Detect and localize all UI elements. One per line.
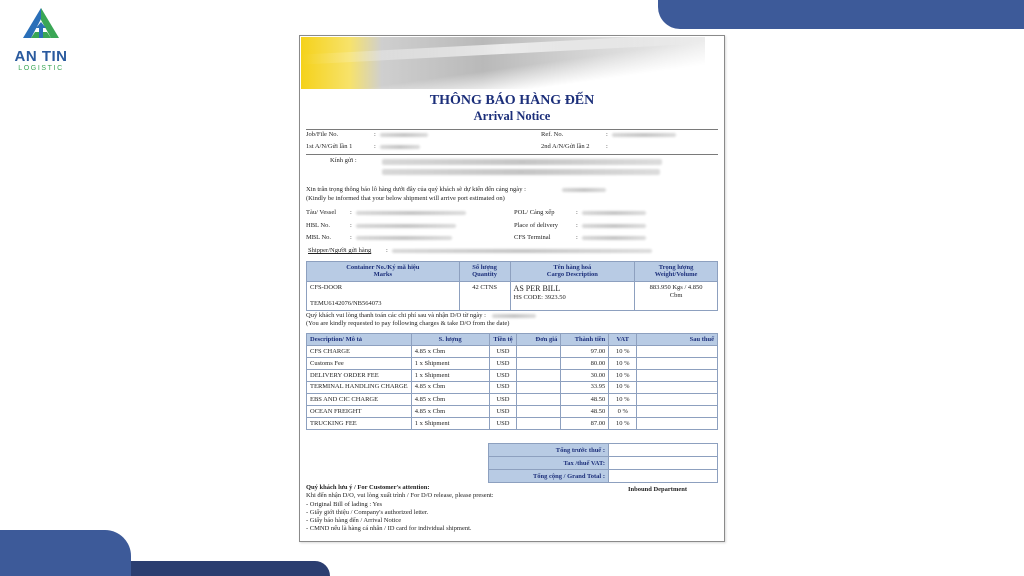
an2-colon: : [606, 143, 608, 150]
pol-label: POL/ Cảng xếp [514, 209, 555, 216]
charge-unit-price [517, 370, 561, 382]
header-description: Description/ Mô tả [307, 334, 412, 346]
charge-after-tax [637, 406, 718, 418]
header-marks: Container No./Ký mã hiệu Marks [307, 262, 460, 282]
hbl-label: HBL No. [306, 222, 330, 229]
charge-vat: 10 % [609, 418, 637, 430]
brand-subtitle: LOGISTIC [18, 65, 64, 72]
charge-row [307, 406, 718, 418]
attention-item: - Giấy báo hàng đến / Arrival Notice [306, 517, 402, 524]
charge-amount: 48.50 [561, 394, 609, 406]
payment-date-redacted [492, 314, 536, 318]
tax-value [609, 457, 718, 470]
charge-quantity: 4.85 x Cbm [411, 382, 489, 394]
charge-unit-price [517, 358, 561, 370]
cargo-table-header [307, 262, 718, 282]
charge-currency: USD [489, 358, 517, 370]
delivery-label: Place of delivery [514, 222, 559, 229]
attention-item: - Original Bill of lading : Yes [306, 501, 383, 508]
cfs-terminal-label: CFS Terminal [514, 234, 551, 241]
header-weight: Trọng lượng Weight/Volume [635, 262, 718, 282]
charge-currency: USD [489, 346, 517, 358]
tax-label: Tax /thuế VAT: [489, 457, 609, 470]
charge-quantity: 4.85 x Cbm [411, 394, 489, 406]
an1-value-redacted [380, 145, 420, 149]
delivery-value-redacted [582, 224, 646, 228]
charge-after-tax [637, 394, 718, 406]
mbl-label: MBL No. [306, 234, 332, 241]
job-file-label: Job/File No. [306, 131, 339, 138]
attention-title: Quý khách lưu ý / For Customer's attention: [306, 484, 430, 491]
arrival-notice-document [299, 35, 725, 542]
charge-amount: 30.00 [561, 370, 609, 382]
charge-row [307, 358, 718, 370]
divider [306, 129, 718, 130]
job-file-value-redacted [380, 133, 428, 137]
charge-vat: 0 % [609, 406, 637, 418]
cargo-quantity: 42 CTNS [459, 281, 510, 310]
tax-row [489, 457, 718, 470]
header-quantity: Số lượng Quantity [459, 262, 510, 282]
charge-unit-price [517, 394, 561, 406]
logo-mark-icon [21, 6, 61, 46]
grand-total-value [609, 470, 718, 483]
charges-table-header [307, 334, 718, 346]
header-after-tax: Sau thuế [637, 334, 718, 346]
mbl-value-redacted [356, 236, 452, 240]
pol-value-redacted [582, 211, 646, 215]
header-amount: Thành tiền [561, 334, 609, 346]
charge-description: TERMINAL HANDLING CHARGE [307, 382, 412, 394]
grand-total-row [489, 470, 718, 483]
header-description: Tên hàng hoá Cargo Description [510, 262, 635, 282]
charge-amount: 97.00 [561, 346, 609, 358]
job-file-colon: : [374, 131, 376, 138]
charge-row [307, 346, 718, 358]
cargo-table [306, 261, 718, 311]
charge-amount: 87.00 [561, 418, 609, 430]
attention-item: - Giấy giới thiệu / Company's authorized letter. [306, 509, 429, 516]
mbl-colon: : [350, 234, 352, 241]
charges-table [306, 333, 718, 430]
charge-description: EBS AND CIC CHARGE [307, 394, 412, 406]
subtotal-row [489, 444, 718, 457]
charge-description: CFS CHARGE [307, 346, 412, 358]
hbl-value-redacted [356, 224, 456, 228]
vessel-colon: : [350, 209, 352, 216]
payment-en: (You are kindly requested to pay following charges & take D/O from the date) [306, 320, 510, 327]
charge-vat: 10 % [609, 370, 637, 382]
recipient-redacted [382, 159, 662, 165]
charge-after-tax [637, 346, 718, 358]
cfs-terminal-colon: : [576, 234, 578, 241]
charge-description: OCEAN FREIGHT [307, 406, 412, 418]
charge-quantity: 1 x Shipment [411, 358, 489, 370]
cargo-weight: 883.950 Kgs / 4.850 Cbm [635, 281, 718, 310]
header-vat: VAT [609, 334, 637, 346]
charge-currency: USD [489, 382, 517, 394]
attention-intro: Khi đến nhận D/O, vui lòng xuất trình / For D/O release, please present: [306, 492, 494, 499]
charge-after-tax [637, 382, 718, 394]
charge-currency: USD [489, 406, 517, 418]
subtotal-value [609, 444, 718, 457]
charge-row [307, 394, 718, 406]
subtotal-label: Tổng trước thuế : [489, 444, 609, 457]
decorative-top-band [658, 0, 1024, 29]
charge-row [307, 418, 718, 430]
divider [306, 154, 718, 155]
charge-row [307, 382, 718, 394]
intro-vn: Xin trân trọng thông báo lô hàng dưới đây của quý khách sẽ dự kiến đến cảng ngày : [306, 186, 526, 193]
charge-description: DELIVERY ORDER FEE [307, 370, 412, 382]
charge-after-tax [637, 358, 718, 370]
totals-table [488, 443, 718, 483]
kinh-gui-label: Kính gửi : [330, 157, 357, 164]
charge-amount: 33.95 [561, 382, 609, 394]
decorative-bottom-band-light [0, 530, 131, 576]
cargo-description: AS PER BILL HS CODE: 3923.50 [510, 281, 635, 310]
charge-vat: 10 % [609, 346, 637, 358]
cfs-terminal-value-redacted [582, 236, 646, 240]
cargo-marks: CFS-DOOR TEMU6142076/NB564073 [307, 281, 460, 310]
charge-vat: 10 % [609, 382, 637, 394]
charge-quantity: 1 x Shipment [411, 370, 489, 382]
ref-value-redacted [612, 133, 676, 137]
header-unit-price: Đơn giá [517, 334, 561, 346]
charge-after-tax [637, 370, 718, 382]
payment-vn: Quý khách vui lòng thanh toán các chi phí sau và nhận D/O từ ngày : [306, 312, 486, 319]
document-title-en: Arrival Notice [473, 109, 551, 123]
cargo-row [307, 281, 718, 310]
shipper-label: Shipper/Người gửi hàng [308, 247, 372, 254]
brand-logo [8, 6, 74, 76]
charge-description: TRUCKING FEE [307, 418, 412, 430]
an1-colon: : [374, 143, 376, 150]
charge-description: Customs Fee [307, 358, 412, 370]
shipper-value-redacted [392, 249, 652, 253]
attention-item: - CMND nếu là hàng cá nhân / ID card for individual shipment. [306, 525, 472, 532]
charge-currency: USD [489, 394, 517, 406]
charge-currency: USD [489, 418, 517, 430]
charge-quantity: 4.85 x Cbm [411, 346, 489, 358]
charge-unit-price [517, 346, 561, 358]
charge-vat: 10 % [609, 358, 637, 370]
delivery-colon: : [576, 222, 578, 229]
charge-after-tax [637, 418, 718, 430]
header-quantity: S. lượng [411, 334, 489, 346]
vessel-label: Tàu/ Vessel [306, 209, 337, 216]
an1-label: 1st A/N/Gửi lần 1 [306, 143, 353, 150]
charge-row [307, 370, 718, 382]
ref-label: Ref. No. [541, 131, 564, 138]
intro-en: (Kindly be informed that your below shipment will arrive port estimated on) [306, 195, 505, 202]
grand-total-label: Tổng cộng / Grand Total : [489, 470, 609, 483]
charge-unit-price [517, 418, 561, 430]
charge-vat: 10 % [609, 394, 637, 406]
eta-redacted [562, 188, 606, 192]
charge-quantity: 4.85 x Cbm [411, 406, 489, 418]
brand-name: AN TIN [14, 48, 68, 65]
vessel-value-redacted [356, 211, 466, 215]
charge-quantity: 1 x Shipment [411, 418, 489, 430]
charge-amount: 80.00 [561, 358, 609, 370]
ref-colon: : [606, 131, 608, 138]
header-currency: Tiền tệ [489, 334, 517, 346]
an2-label: 2nd A/N/Gửi lần 2 [541, 143, 590, 150]
shipper-colon: : [386, 247, 388, 254]
inbound-department: Inbound Department [628, 486, 688, 493]
recipient-address-redacted [382, 169, 660, 175]
charge-unit-price [517, 382, 561, 394]
charge-amount: 48.50 [561, 406, 609, 418]
document-title-vn: THÔNG BÁO HÀNG ĐẾN [429, 93, 595, 108]
pol-colon: : [576, 209, 578, 216]
charge-unit-price [517, 406, 561, 418]
charge-currency: USD [489, 370, 517, 382]
hbl-colon: : [350, 222, 352, 229]
